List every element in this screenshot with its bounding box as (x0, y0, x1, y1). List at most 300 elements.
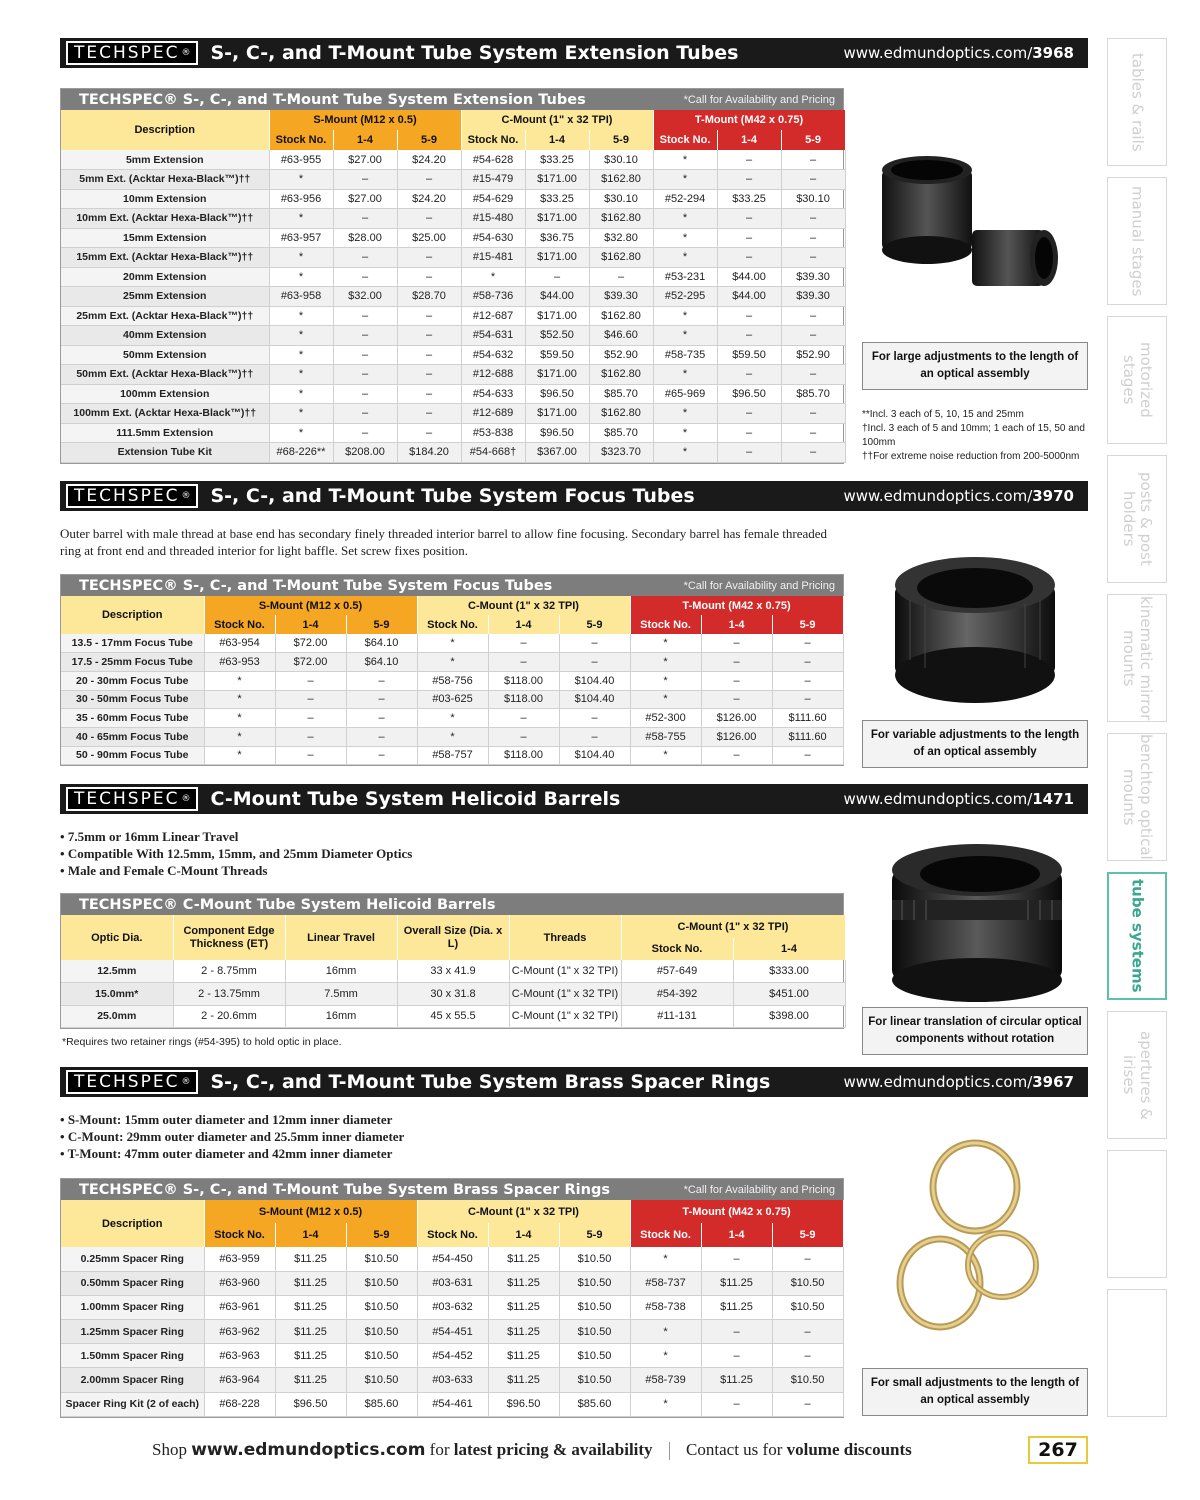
table-body (61, 150, 845, 462)
table-cell: #15-481 (461, 248, 525, 268)
section-header-extension-tubes (60, 38, 1088, 68)
col-s-mount: S-Mount (M12 x 0.5) (204, 1200, 417, 1223)
table-cell: $52.90 (589, 345, 653, 365)
col-qty-5-9: 5-9 (772, 1223, 843, 1247)
note: **Incl. 3 each of 5, 10, 15 and 25mm (862, 409, 1024, 420)
table-cell: $39.30 (781, 267, 845, 287)
table-cell: #54-452 (417, 1344, 488, 1368)
table-cell: 45 x 55.5 (397, 1005, 509, 1028)
col-qty-1-4: 1-4 (333, 130, 397, 150)
table-cell: $11.25 (701, 1295, 772, 1319)
table-cell: 16mm (285, 960, 397, 983)
table-cell: #63-963 (204, 1344, 275, 1368)
table-cell: – (717, 404, 781, 424)
table-cell: $451.00 (733, 983, 845, 1006)
row-description: 100mm Extension (61, 384, 269, 404)
table-row (61, 209, 845, 229)
table-row (61, 248, 845, 268)
table-cell: #52-294 (653, 189, 717, 209)
col-optic-dia: Optic Dia. (61, 915, 173, 960)
col-overall-size: Overall Size (Dia. x L) (397, 915, 509, 960)
table-cell: – (333, 209, 397, 229)
table-cell: $171.00 (525, 404, 589, 424)
table-cell: $10.50 (772, 1295, 843, 1319)
page-number: 267 (1028, 1436, 1088, 1464)
table-cell: $162.80 (589, 170, 653, 190)
col-s-mount: S-Mount (M12 x 0.5) (269, 110, 461, 130)
table-row (61, 983, 845, 1006)
table-cell: – (346, 690, 417, 709)
section-header-focus-tubes (60, 481, 1088, 511)
table-cell: * (630, 653, 701, 672)
side-tab-motorized-stages[interactable] (1107, 316, 1167, 444)
table-cell: $162.80 (589, 248, 653, 268)
table-row (61, 1005, 845, 1028)
table-cell: – (559, 727, 630, 746)
table-cell: $11.25 (275, 1368, 346, 1392)
table-cell: #12-689 (461, 404, 525, 424)
table-cell: $46.60 (589, 326, 653, 346)
url-code: 3967 (1032, 1073, 1074, 1091)
table-cell: $118.00 (488, 690, 559, 709)
row-description: 40mm Extension (61, 326, 269, 346)
table-cell: $32.80 (589, 228, 653, 248)
table-row (61, 634, 843, 653)
table-cell: * (417, 634, 488, 653)
table-title-text: TECHSPEC® S-, C-, and T-Mount Tube System Focus Tubes (79, 577, 553, 594)
table-cell: $118.00 (488, 746, 559, 765)
col-qty-1-4: 1-4 (733, 938, 845, 960)
table-row (61, 690, 843, 709)
table-cell: $10.50 (559, 1247, 630, 1271)
table-cell: $96.50 (488, 1392, 559, 1416)
table-cell: – (717, 150, 781, 170)
table-cell: * (653, 170, 717, 190)
table-cell: #68-228 (204, 1392, 275, 1416)
table-cell: – (781, 404, 845, 424)
table-row (61, 267, 845, 287)
table-cell: #63-964 (204, 1368, 275, 1392)
table-cell: $96.50 (275, 1392, 346, 1416)
table-row (61, 709, 843, 728)
section-url[interactable] (843, 1073, 1074, 1091)
col-qty-1-4: 1-4 (701, 615, 772, 634)
table-cell: – (346, 671, 417, 690)
footer (152, 1440, 912, 1460)
table-cell: $11.25 (701, 1368, 772, 1392)
col-qty-5-9: 5-9 (781, 130, 845, 150)
table-cell: #12-688 (461, 365, 525, 385)
table-row (61, 727, 843, 746)
call-note: *Call for Availability and Pricing (683, 1183, 835, 1196)
table-cell: * (630, 690, 701, 709)
table-cell: 2 - 20.6mm (173, 1005, 285, 1028)
table-cell: #54-450 (417, 1247, 488, 1271)
table-cell: $24.20 (397, 150, 461, 170)
section-url[interactable] (843, 487, 1074, 505)
feature-item: • C-Mount: 29mm outer diameter and 25.5mm inner diameter (60, 1128, 404, 1145)
table-cell: $10.50 (559, 1271, 630, 1295)
table-cell: #53-231 (653, 267, 717, 287)
table-cell: $30.10 (589, 189, 653, 209)
col-threads: Threads (509, 915, 621, 960)
table-cell: #52-300 (630, 709, 701, 728)
table-cell: $72.00 (275, 653, 346, 672)
table-cell: #54-628 (461, 150, 525, 170)
col-qty-5-9: 5-9 (589, 130, 653, 150)
url-code: 3970 (1032, 487, 1074, 505)
side-tab-manual-stages[interactable] (1107, 177, 1167, 305)
table-row (61, 423, 845, 443)
row-description: 25mm Extension (61, 287, 269, 307)
footer-shop: Shop (152, 1440, 187, 1459)
techspec-logo (66, 1070, 198, 1094)
table-cell: #57-649 (621, 960, 733, 983)
table-cell: – (333, 267, 397, 287)
table-cell: – (488, 634, 559, 653)
row-description: 50mm Extension (61, 345, 269, 365)
table-cell: – (781, 365, 845, 385)
table-cell: $162.80 (589, 306, 653, 326)
table-cell: – (397, 365, 461, 385)
table-cell: $85.60 (559, 1392, 630, 1416)
table-cell: – (717, 306, 781, 326)
table-cell: – (525, 267, 589, 287)
table-cell: – (772, 653, 843, 672)
table-cell: $126.00 (701, 709, 772, 728)
col-c-mount: C-Mount (1" x 32 TPI) (461, 110, 653, 130)
col-qty-1-4: 1-4 (701, 1223, 772, 1247)
table-cell: $171.00 (525, 209, 589, 229)
table-cell: – (275, 746, 346, 765)
logo-reg: ® (181, 794, 191, 804)
table-cell: #63-953 (204, 653, 275, 672)
table-cell: * (204, 671, 275, 690)
table-cell: – (772, 746, 843, 765)
table-cell: – (781, 443, 845, 463)
row-description: 25.0mm (61, 1005, 173, 1028)
table-cell: #58-736 (461, 287, 525, 307)
table-cell: – (772, 1247, 843, 1271)
table-cell: $72.00 (275, 634, 346, 653)
table-cell: * (461, 267, 525, 287)
table-title (61, 1179, 843, 1200)
url-prefix: www.edmundoptics.com/ (843, 790, 1033, 808)
techspec-logo (66, 484, 198, 508)
table-cell: – (717, 170, 781, 190)
table-cell: $111.60 (772, 709, 843, 728)
table-cell: $30.10 (781, 189, 845, 209)
col-description: Description (61, 596, 204, 634)
table-cell: $27.00 (333, 150, 397, 170)
table-cell: $104.40 (559, 690, 630, 709)
table-cell: $33.25 (717, 189, 781, 209)
row-description: 50mm Ext. (Acktar Hexa-Black™)†† (61, 365, 269, 385)
footer-site-link[interactable]: www.edmundoptics.com (191, 1440, 426, 1460)
col-stock: Stock No. (269, 130, 333, 150)
table-cell: #58-756 (417, 671, 488, 690)
techspec-logo (66, 787, 198, 811)
row-description: Spacer Ring Kit (2 of each) (61, 1392, 204, 1416)
table-cell: – (701, 671, 772, 690)
table-cell: $10.50 (559, 1320, 630, 1344)
table-row (61, 1368, 843, 1392)
table-cell: $11.25 (488, 1344, 559, 1368)
table-cell: $44.00 (717, 287, 781, 307)
row-description: 12.5mm (61, 960, 173, 983)
table-cell: – (346, 727, 417, 746)
logo-text: TECHSPEC (74, 789, 180, 809)
table-row (61, 384, 845, 404)
table-cell: * (269, 365, 333, 385)
row-description: 20 - 30mm Focus Tube (61, 671, 204, 690)
side-tab-tube-systems[interactable] (1107, 872, 1167, 1000)
table-cell: * (269, 404, 333, 424)
helicoid-features (60, 828, 412, 879)
row-description: 1.00mm Spacer Ring (61, 1295, 204, 1319)
table-cell: – (397, 170, 461, 190)
table-cell: – (397, 404, 461, 424)
table-cell: * (653, 326, 717, 346)
table-row (61, 960, 845, 983)
section-header-spacer-rings (60, 1067, 1088, 1097)
table-cell: $33.25 (525, 189, 589, 209)
table-cell: – (772, 634, 843, 653)
side-tab-label: manual stages (1128, 185, 1147, 297)
row-description: 30 - 50mm Focus Tube (61, 690, 204, 709)
table-cell: $39.30 (589, 287, 653, 307)
col-stock: Stock No. (461, 130, 525, 150)
table-cell: * (653, 443, 717, 463)
table-cell: #54-629 (461, 189, 525, 209)
table-cell: – (701, 1320, 772, 1344)
table-cell: – (781, 209, 845, 229)
table-cell: #54-668† (461, 443, 525, 463)
note: †Incl. 3 each of 5 and 10mm; 1 each of 15, 50 and 100mm (862, 423, 1085, 448)
table-cell: – (488, 727, 559, 746)
col-stock: Stock No. (417, 1223, 488, 1247)
table-cell: – (772, 671, 843, 690)
col-qty-5-9: 5-9 (772, 615, 843, 634)
price-table (61, 110, 846, 463)
table-cell: * (269, 423, 333, 443)
table-cell: – (717, 209, 781, 229)
table-cell: #58-739 (630, 1368, 701, 1392)
side-tab-kinematic-mirror-mounts[interactable] (1107, 594, 1167, 722)
table-cell: $36.75 (525, 228, 589, 248)
table-cell: $10.50 (346, 1295, 417, 1319)
table-row (61, 1344, 843, 1368)
logo-text: TECHSPEC (74, 43, 180, 63)
table-cell: #58-737 (630, 1271, 701, 1295)
col-description: Description (61, 110, 269, 150)
table-cell: #63-959 (204, 1247, 275, 1271)
spacer-rings-image (880, 1135, 1080, 1355)
table-cell: * (653, 306, 717, 326)
table-cell: * (653, 150, 717, 170)
table-cell: $59.50 (525, 345, 589, 365)
table-cell: – (333, 384, 397, 404)
table-cell: * (630, 671, 701, 690)
table-cell: $27.00 (333, 189, 397, 209)
table-cell: – (559, 653, 630, 672)
table-cell: #03-631 (417, 1271, 488, 1295)
table-cell: * (269, 248, 333, 268)
table-cell: #54-451 (417, 1320, 488, 1344)
helicoid-barrel-image (872, 830, 1082, 1005)
section-url[interactable] (843, 44, 1074, 62)
table-cell: * (653, 248, 717, 268)
col-qty-5-9: 5-9 (346, 615, 417, 634)
table-cell: $32.00 (333, 287, 397, 307)
table-row (61, 170, 845, 190)
table-row (61, 365, 845, 385)
side-tab-apertures-irises[interactable] (1107, 1011, 1167, 1139)
table-cell: – (717, 248, 781, 268)
side-tab-label: tables & rails (1128, 52, 1147, 152)
table-cell: – (781, 306, 845, 326)
note: ††For extreme noise reduction from 200-5000nm (862, 451, 1080, 462)
side-tab-tables-rails[interactable] (1107, 38, 1167, 166)
table-cell: #63-957 (269, 228, 333, 248)
table-cell: – (701, 690, 772, 709)
col-t-mount: T-Mount (M42 x 0.75) (653, 110, 845, 130)
table-cell: $96.50 (525, 384, 589, 404)
row-description: 2.00mm Spacer Ring (61, 1368, 204, 1392)
feature-item: • Male and Female C-Mount Threads (60, 862, 412, 879)
col-stock: Stock No. (630, 615, 701, 634)
side-tab-benchtop-optical-mounts[interactable] (1107, 733, 1167, 861)
section-url[interactable] (843, 790, 1074, 808)
feature-item: • S-Mount: 15mm outer diameter and 12mm inner diameter (60, 1111, 404, 1128)
table-cell: – (333, 345, 397, 365)
table-cell: $171.00 (525, 170, 589, 190)
table-cell: #63-955 (269, 150, 333, 170)
table-cell: – (781, 423, 845, 443)
col-qty-1-4: 1-4 (717, 130, 781, 150)
table-cell: * (204, 746, 275, 765)
table-cell: #58-735 (653, 345, 717, 365)
table-cell: * (653, 209, 717, 229)
table-cell: #63-956 (269, 189, 333, 209)
table-cell: $398.00 (733, 1005, 845, 1028)
table-cell: $10.50 (559, 1295, 630, 1319)
table-cell: * (269, 326, 333, 346)
table-cell: * (630, 1344, 701, 1368)
table-cell: – (717, 365, 781, 385)
logo-reg: ® (181, 48, 191, 58)
table-cell: #03-632 (417, 1295, 488, 1319)
col-qty-5-9: 5-9 (559, 615, 630, 634)
table-cell: $64.10 (346, 653, 417, 672)
focus-tube-image (870, 540, 1080, 710)
row-description: 0.25mm Spacer Ring (61, 1247, 204, 1271)
extension-tubes-table (60, 88, 844, 464)
table-cell: $25.00 (397, 228, 461, 248)
table-row (61, 404, 845, 424)
table-cell: $171.00 (525, 306, 589, 326)
table-row (61, 287, 845, 307)
table-cell: * (630, 634, 701, 653)
table-cell: – (559, 709, 630, 728)
side-tab-blank-1[interactable] (1107, 1150, 1167, 1278)
table-cell: * (630, 1392, 701, 1416)
side-tab-label: benchtop optical mounts (1120, 734, 1155, 860)
techspec-logo (66, 41, 198, 65)
spacer-caption: For small adjustments to the length of an optical assembly (862, 1368, 1088, 1416)
footer-contact: Contact us for (686, 1440, 783, 1459)
spacer-features (60, 1111, 404, 1162)
footer-divider (669, 1442, 670, 1460)
side-tab-blank-2[interactable] (1107, 1289, 1167, 1417)
table-cell: – (275, 727, 346, 746)
table-cell: $11.25 (275, 1247, 346, 1271)
focus-description: Outer barrel with male thread at base end has secondary finely threaded interior barrel to allow fine focusing. Secondary barrel has female threaded ring at front end and threaded interior for light baffle. Set screw fixes position. (60, 526, 828, 558)
table-cell: – (772, 1392, 843, 1416)
url-prefix: www.edmundoptics.com/ (843, 44, 1033, 62)
table-cell: #63-961 (204, 1295, 275, 1319)
row-description: 1.25mm Spacer Ring (61, 1320, 204, 1344)
section-title: S-, C-, and T-Mount Tube System Brass Spacer Rings (210, 1071, 771, 1093)
table-row (61, 189, 845, 209)
table-title-text: TECHSPEC® S-, C-, and T-Mount Tube System Extension Tubes (79, 91, 586, 108)
table-cell: $162.80 (589, 365, 653, 385)
table-cell: – (559, 634, 630, 653)
table-cell: – (772, 1344, 843, 1368)
focus-tubes-table (60, 574, 844, 766)
table-cell: 30 x 31.8 (397, 983, 509, 1006)
footer-volume: volume discounts (786, 1440, 912, 1459)
section-title: C-Mount Tube System Helicoid Barrels (210, 788, 621, 810)
table-cell: * (630, 1247, 701, 1271)
table-cell: $10.50 (772, 1271, 843, 1295)
logo-reg: ® (181, 491, 191, 501)
table-cell: * (204, 690, 275, 709)
table-cell: $11.25 (701, 1271, 772, 1295)
table-cell: $44.00 (525, 287, 589, 307)
table-cell: $10.50 (346, 1344, 417, 1368)
extension-caption: For large adjustments to the length of an optical assembly (862, 342, 1088, 390)
table-cell: $85.60 (346, 1392, 417, 1416)
table-row (61, 746, 843, 765)
row-description: 40 - 65mm Focus Tube (61, 727, 204, 746)
table-row (61, 306, 845, 326)
side-tab-posts-holders[interactable] (1107, 455, 1167, 583)
table-cell: – (772, 690, 843, 709)
table-row (61, 150, 845, 170)
table-cell: * (653, 365, 717, 385)
call-note: *Call for Availability and Pricing (683, 579, 835, 592)
price-table (61, 1200, 844, 1417)
col-qty-5-9: 5-9 (559, 1223, 630, 1247)
table-cell: $111.60 (772, 727, 843, 746)
col-t-mount: T-Mount (M42 x 0.75) (630, 596, 843, 615)
table-cell: $85.70 (589, 384, 653, 404)
table-cell: #54-633 (461, 384, 525, 404)
table-cell: $85.70 (589, 423, 653, 443)
col-qty-1-4: 1-4 (488, 615, 559, 634)
table-cell: #63-954 (204, 634, 275, 653)
table-cell: * (269, 170, 333, 190)
table-row (61, 671, 843, 690)
table-cell: – (333, 404, 397, 424)
table-cell: – (346, 746, 417, 765)
table-cell: – (397, 209, 461, 229)
table-cell: #54-631 (461, 326, 525, 346)
table-cell: $52.50 (525, 326, 589, 346)
focus-caption: For variable adjustments to the length of an optical assembly (862, 720, 1088, 768)
table-cell: – (333, 423, 397, 443)
